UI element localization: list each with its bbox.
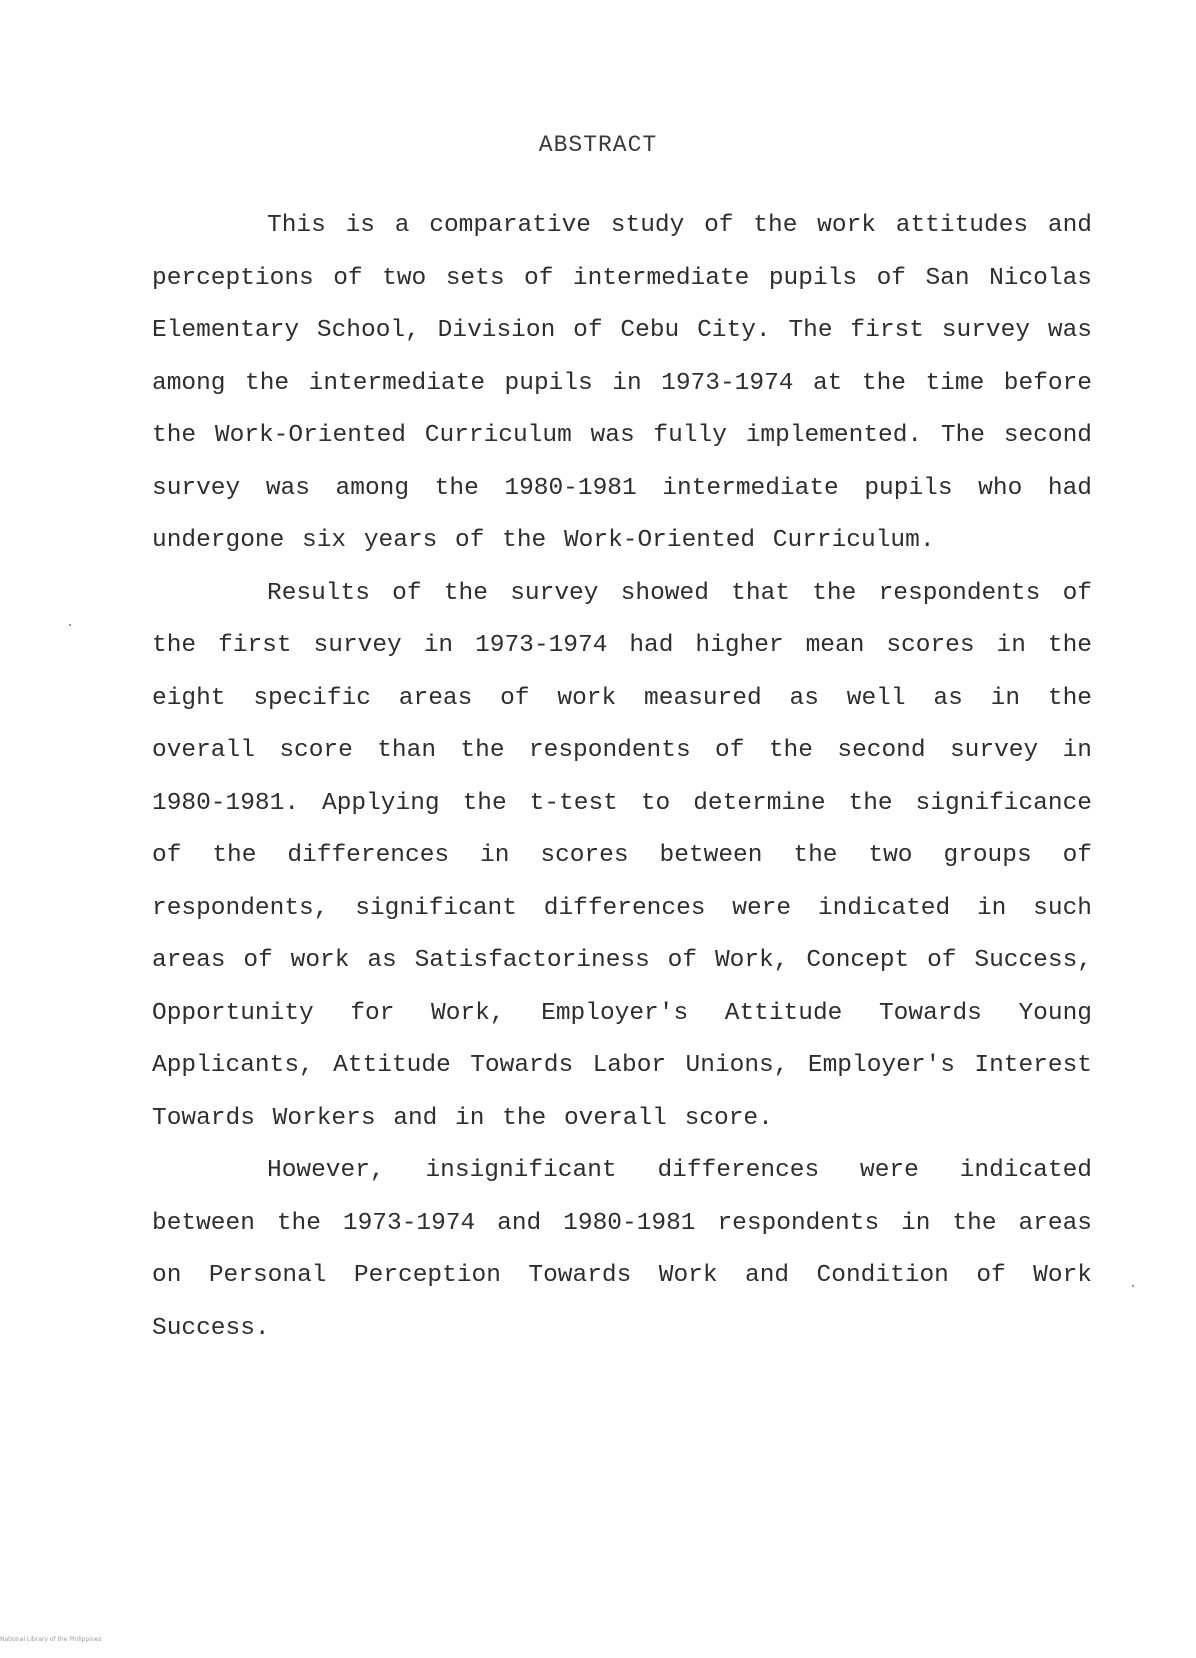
scan-footer: National Library of the Philippines bbox=[0, 1636, 102, 1643]
paragraph-3: However, insignificant differences were indicated between the 1973-1974 and 1980-1981 respondents in the areas on Personal Perception Towards Work and Condition of Work Success. bbox=[152, 1157, 1092, 1342]
scan-speck bbox=[69, 624, 71, 626]
paragraph-2: Results of the survey showed that the respondents of the first survey in 1973-1974 had higher mean scores in the eight specific areas of work measured as well as in the overall score than the respondents of the second survey in 1980-1981. Applying the t-test to determine the significance of the differences in scores between the two groups of respondents, significant differences were indicated in such areas of work as Satisfactoriness of Work, Concept of Success, Opportunity for Work, Employer's Attitude Towards Young Applicants, Attitude Towards Labor Unions, Employer's Interest Towards Workers and in the overall score. bbox=[152, 579, 1092, 1132]
abstract-title: ABSTRACT bbox=[538, 132, 658, 158]
scan-speck bbox=[1132, 1285, 1134, 1287]
paragraph-1: This is a comparative study of the work attitudes and perceptions of two sets of intermediate pupils of San Nicolas Elementary School, Division of Cebu City. The first survey was among the intermediate pupils in 1973-1974 at the time before the Work-Oriented Curriculum was fully implemented. The second survey was among the 1980-1981 intermediate pupils who had undergone six years of the Work-Oriented Curriculum. bbox=[152, 212, 1092, 554]
abstract-body bbox=[152, 200, 1092, 1355]
